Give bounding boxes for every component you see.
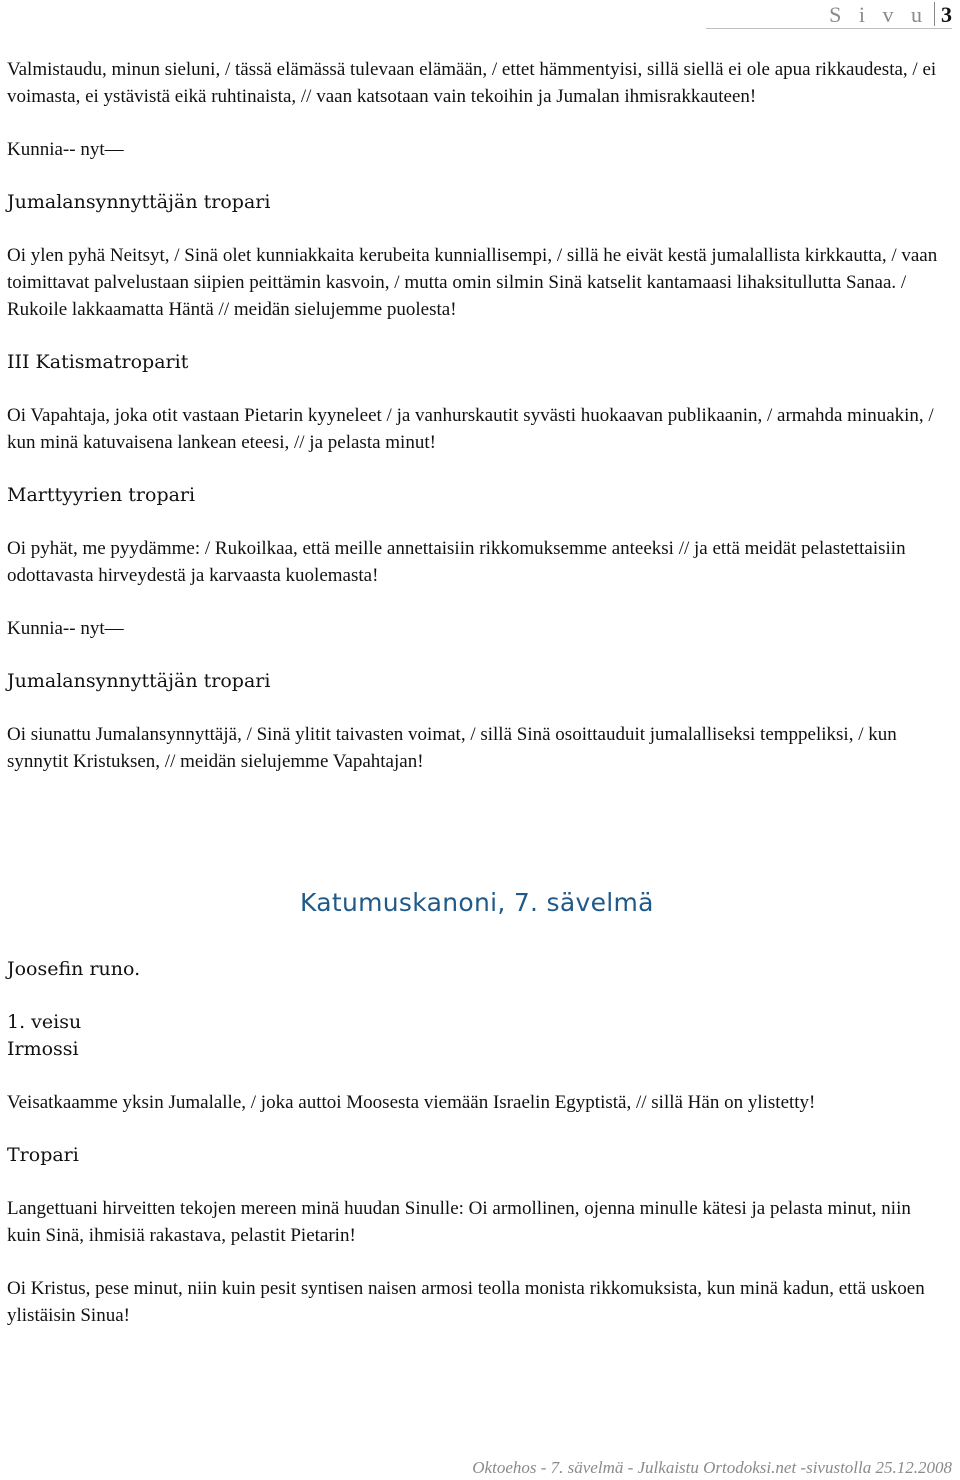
paragraph-prayer: Valmistaudu, minun sieluni, / tässä elämässä tulevaan elämään, / ettet hämmentyisi, sillä siellä ei ole apua rikkaudesta, / ei voimasta, ei ystävistä eikä ruhtinaista, // vaan katsotaan vain tekoihin ja Jumalan ihmisrakkauteen! [7, 59, 937, 107]
canon-author: Joosefin runo. [7, 958, 141, 980]
paragraph-martyrs: Oi pyhät, me pyydämme: / Rukoilkaa, että meille annettaisiin rikkomuksemme anteeksi // ja että meidät pelastettaisiin odottavasta hirveydestä ja karvaasta kuolemasta! [7, 538, 906, 586]
section-title: Katumuskanoni, 7. sävelmä [300, 888, 654, 917]
troparion-2: Oi Kristus, pese minut, niin kuin pesit syntisen naisen armosi teolla monista rikkomuksista, kun minä kadun, että uskoen ylistäisin Sinua! [7, 1278, 925, 1326]
paragraph-theotokion-2: Oi siunattu Jumalansynnyttäjä, / Sinä ylitit taivasten voimat, / sillä Sinä osoittauduit jumalalliseksi temppeliksi, / kun synnytit Kristuksen, // meidän sielujemme Vapahtajan! [7, 724, 897, 772]
page-number: 3 [941, 2, 952, 27]
page-footer: Oktoehos - 7. sävelmä - Julkaistu Ortodoksi.net -sivustolla 25.12.2008 [472, 1458, 952, 1477]
canon-body [7, 956, 947, 1329]
paragraph-glory-2: Kunnia-- nyt— [7, 618, 124, 639]
paragraph-glory: Kunnia-- nyt— [7, 139, 124, 160]
page-header [706, 0, 952, 29]
troparion-1: Langettuani hirveitten tekojen mereen minä huudan Sinulle: Oi armollinen, ojenna minulle kätesi ja pelasta minut, niin kuin Sinä, ihmisiä rakastava, pelastit Pietarin! [7, 1198, 911, 1246]
document-body [7, 56, 947, 775]
paragraph-theotokion: Oi ylen pyhä Neitsyt, / Sinä olet kunniakkaita kerubeita kunniallisempi, / sillä he eivät kestä jumalallista kirkkautta, / vaan toimittavat palvelustaan siipien peittämin kasvoin, / mutta omin silmin Sinä katselit kantamaasi lihaksitullutta Sanaa. / Rukoile lakkaamatta Häntä // meidän sielujemme puolesta! [7, 245, 938, 320]
heading-theotokion-2: Jumalansynnyttäjän tropari [7, 670, 271, 692]
page-label: S i v u [829, 2, 928, 27]
header-divider [934, 2, 935, 26]
troparia-label: Tropari [7, 1144, 79, 1166]
irmos-label: Irmossi [7, 1038, 79, 1060]
heading-theotokion: Jumalansynnyttäjän tropari [7, 191, 271, 213]
heading-martyrs: Marttyyrien tropari [7, 484, 196, 506]
heading-kathisma: III Katismatroparit [7, 351, 189, 373]
canon-ode: 1. veisu [7, 1011, 82, 1033]
irmos-text: Veisatkaamme yksin Jumalalle, / joka auttoi Moosesta viemään Israelin Egyptistä, // sillä Hän on ylistetty! [7, 1092, 816, 1113]
paragraph-kathisma: Oi Vapahtaja, joka otit vastaan Pietarin kyyneleet / ja vanhurskautit syvästi huokaavan publikaanin, / armahda minuakin, / kun minä katuvaisena lankean eteesi, // ja pelasta minut! [7, 405, 934, 453]
